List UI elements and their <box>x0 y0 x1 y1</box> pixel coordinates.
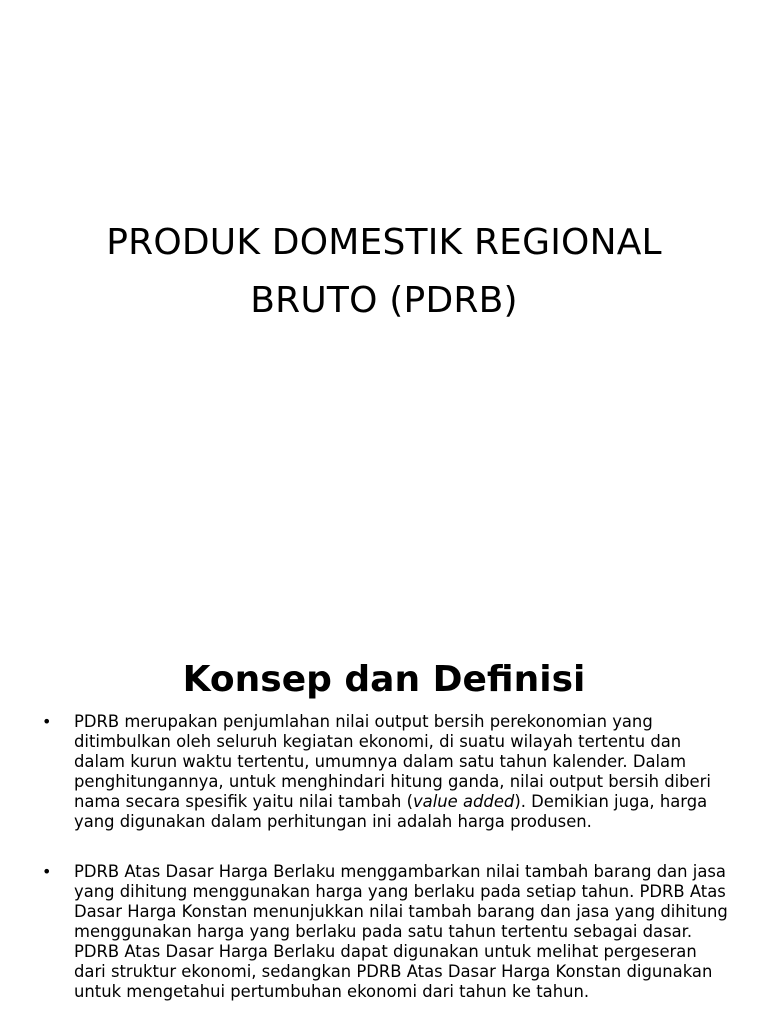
slide-title-line-2: BRUTO (PDRB) <box>250 280 518 322</box>
bullet-text <box>74 712 711 831</box>
slide-title-line-1: PRODUK DOMESTIK REGIONAL <box>106 222 662 264</box>
bullet-text-part: ). Demikian juga, harga yang digunakan dalam perhitungan ini adalah harga produsen. <box>74 792 708 831</box>
bullet-text-italic: value added <box>412 792 515 811</box>
bullet-text-part: PDRB merupakan penjumlahan nilai output bersih perekonomian yang ditimbulkan oleh seluruh kegiatan ekonomi, di suatu wilayah tertentu dan dalam kurun waktu tertentu, umumnya dalam satu tahun kalender. Dalam penghitungannya, untuk menghindari hitung ganda, nilai output bersih diberi nama secara spesifik yaitu nilai tambah ( <box>74 712 711 811</box>
definition-list <box>40 712 730 1024</box>
section-title: Konsep dan Definisi <box>182 658 586 700</box>
bullet-text: PDRB Atas Dasar Harga Berlaku menggambarkan nilai tambah barang dan jasa yang dihitung menggunakan harga yang berlaku pada setiap tahun. PDRB Atas Dasar Harga Konstan menunjukkan nilai tambah barang dan jasa yang dihitung menggunakan harga yang berlaku pada satu tahun tertentu sebagai dasar. PDRB Atas Dasar Harga Berlaku dapat digunakan untuk melihat pergeseran dari struktur ekonomi, sedangkan PDRB Atas Dasar Harga Konstan digunakan untuk mengetahui pertumbuhan ekonomi dari tahun ke tahun. <box>74 862 728 1001</box>
slide-title <box>40 214 728 330</box>
bullet-icon: • <box>42 712 52 731</box>
bullet-icon: • <box>42 862 52 881</box>
list-item <box>40 712 730 832</box>
list-item <box>40 862 730 1002</box>
